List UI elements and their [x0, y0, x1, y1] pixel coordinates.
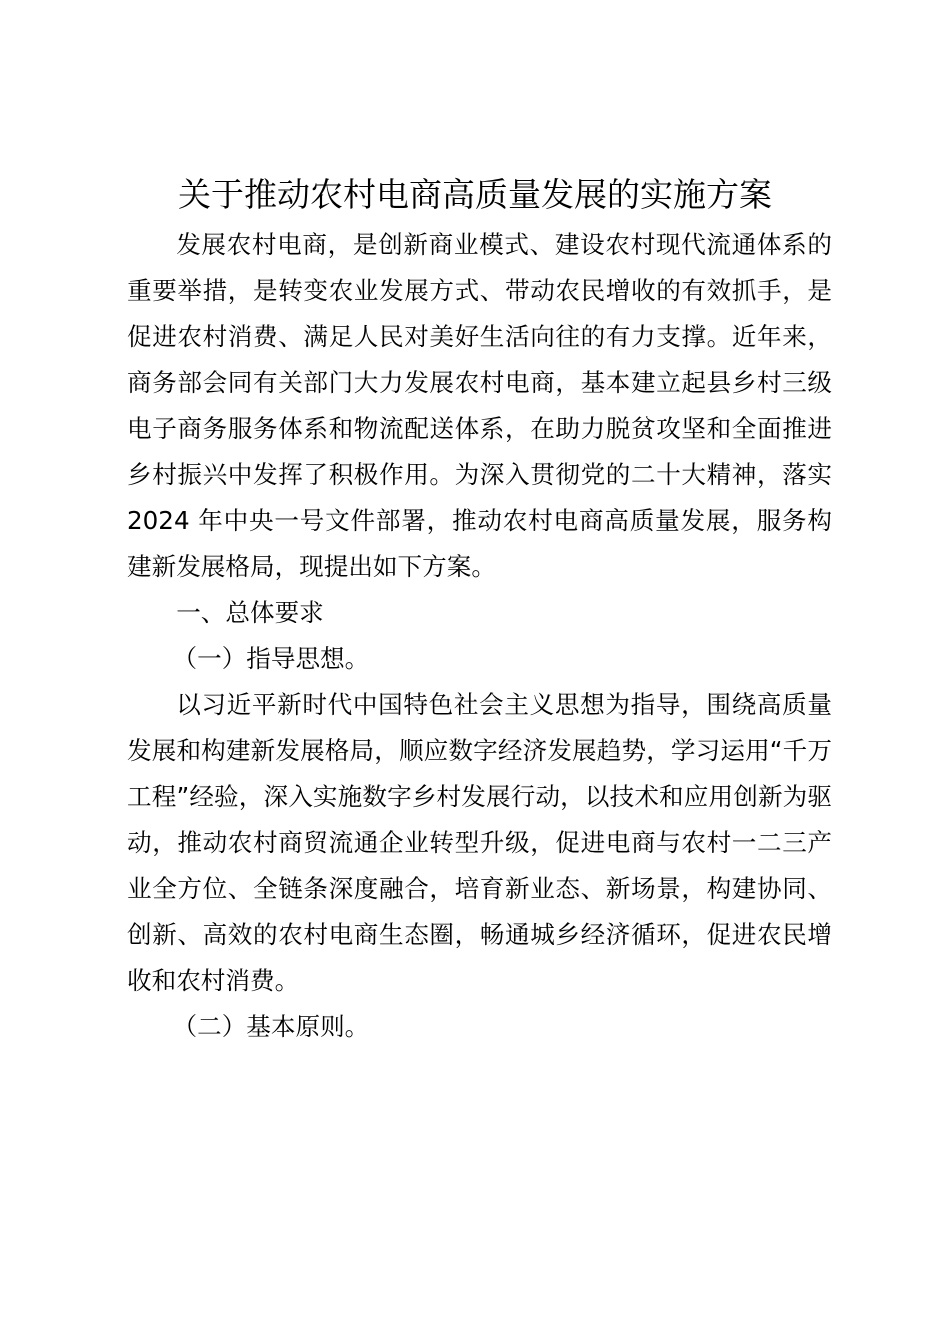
section-heading-general-requirements: 一、总体要求	[176, 598, 324, 627]
document-body	[127, 222, 832, 1050]
subsection-heading-guiding-ideology: （一）指导思想。	[172, 644, 370, 673]
subsection-heading-basic-principles: （二）基本原则。	[172, 1012, 370, 1041]
intro-paragraph: 发展农村电商，是创新商业模式、建设农村现代流通体系的重要举措，是转变农业发展方式、带动农民增收的有效抓手，是促进农村消费、满足人民对美好生活向往的有力支撑。近年来，商务部会同有关部门大力发展农村电商，基本建立起县乡村三级电子商务服务体系和物流配送体系，在助力脱贫攻坚和全面推进乡村振兴中发挥了积极作用。为深入贯彻党的二十大精神，落实 2024 年中央一号文件部署，推动农村电商高质量发展，服务构建新发展格局，现提出如下方案。	[127, 230, 832, 581]
guiding-ideology-paragraph: 以习近平新时代中国特色社会主义思想为指导，围绕高质量发展和构建新发展格局，顺应数字经济发展趋势，学习运用“千万工程”经验，深入实施数字乡村发展行动，以技术和应用创新为驱动，推动农村商贸流通企业转型升级，促进电商与农村一二三产业全方位、全链条深度融合，培育新业态、新场景，构建协同、创新、高效的农村电商生态圈，畅通城乡经济循环，促进农民增收和农村消费。	[127, 690, 832, 995]
document-title: 关于推动农村电商高质量发展的实施方案	[178, 175, 772, 214]
